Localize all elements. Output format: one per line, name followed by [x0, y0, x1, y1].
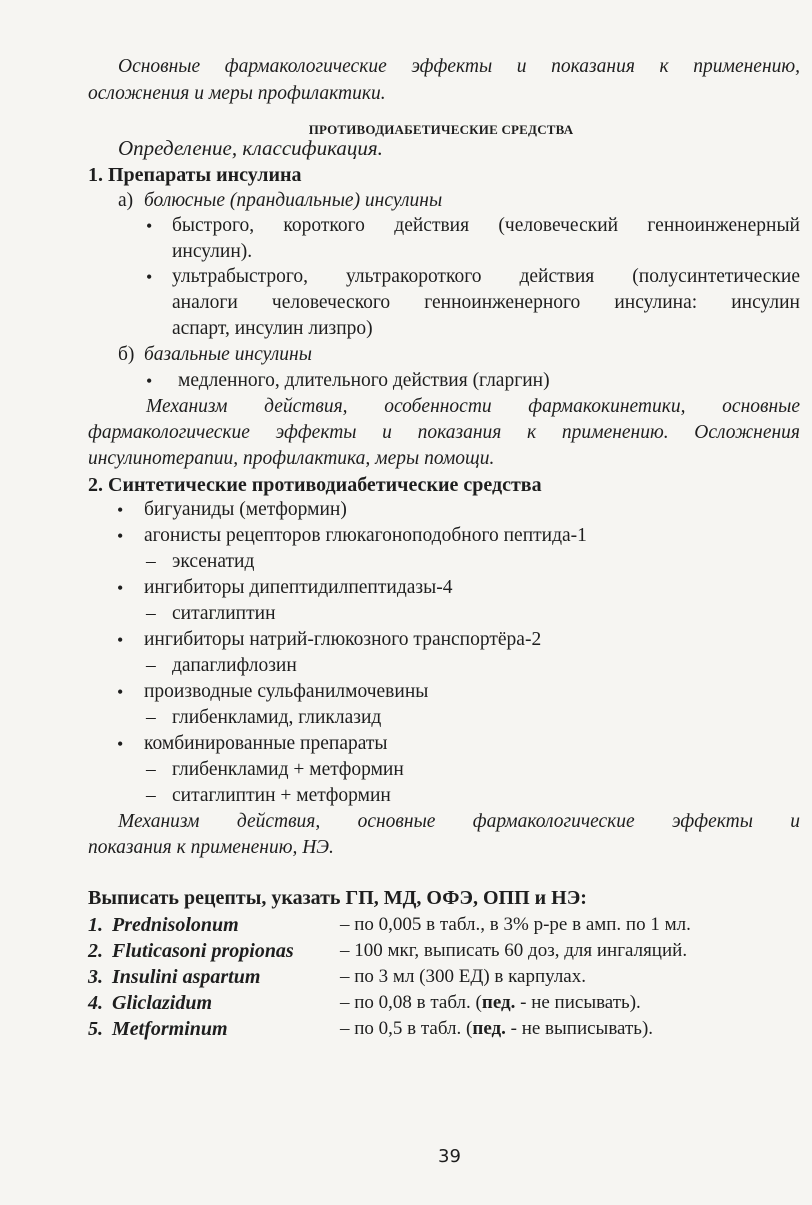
- rx-desc-bold: пед.: [481, 992, 516, 1013]
- insulin-a-item-1-line-2: инсулин).: [172, 241, 253, 262]
- bullet-dot: •: [117, 500, 124, 520]
- insulin-b-item: медленного, длительного действия (гларгин): [178, 370, 550, 391]
- synthetic-item-4-sub-1: дапаглифлозин: [172, 655, 297, 676]
- insulin-b-text: базальные инсулины: [144, 344, 312, 365]
- insulin-a-text: болюсные (прандиальные) инсулины: [144, 190, 443, 211]
- rx-number: 1.: [88, 914, 103, 936]
- dash-mark: –: [146, 785, 156, 806]
- intro-line-1: Основные фармакологические эффекты и показания к применению,: [118, 56, 800, 77]
- synthetic-heading: 2. Синтетические противодиабетические средства: [88, 474, 542, 496]
- rx-description: [340, 1017, 653, 1041]
- section-title: ПРОТИВОДИАБЕТИЧЕСКИЕ СРЕДСТВА: [308, 122, 574, 137]
- bullet-dot: •: [146, 371, 153, 391]
- synthetic-item-5: производные сульфанилмочевины: [144, 681, 429, 702]
- rx-desc-pre: – по 0,08 в табл. (: [340, 992, 482, 1013]
- rx-description: – 100 мкг, выписать 60 доз, для ингаляций.: [340, 940, 688, 961]
- insulin-a-item-2-line-2: аналоги человеческого генноинженерного инсулина: инсулин: [172, 292, 800, 313]
- rx-name: Fluticasoni propionas: [112, 940, 294, 962]
- dash-mark: –: [146, 759, 156, 780]
- dash-mark: –: [146, 707, 156, 728]
- dash-mark: –: [146, 603, 156, 624]
- synthetic-mechanism-line-2: показания к применению, НЭ.: [88, 837, 334, 858]
- definition-line: Определение, классификация.: [118, 136, 383, 160]
- rx-description: – по 0,005 в табл., в 3% р-ре в амп. по 1 мл.: [340, 914, 691, 935]
- bullet-dot: •: [117, 682, 124, 702]
- rx-desc-post: - не выписывать).: [505, 1018, 654, 1039]
- rx-description: [340, 991, 641, 1015]
- synthetic-item-6-sub-1: глибенкламид + метформин: [172, 759, 404, 780]
- rx-name: Gliclazidum: [112, 992, 213, 1014]
- rx-desc-pre: – по 0,5 в табл. (: [340, 1018, 473, 1039]
- insulin-mechanism-line-2: фармакологические эффекты и показания к применению. Осложнения: [88, 422, 800, 443]
- insulin-a-item-2-line-1: ультрабыстрого, ультракороткого действия (полусинтетические: [172, 266, 800, 287]
- synthetic-item-2: агонисты рецепторов глюкагоноподобного пептида-1: [144, 525, 587, 546]
- intro-line-2: осложнения и меры профилактики.: [88, 83, 386, 104]
- bullet-dot: •: [146, 267, 153, 287]
- rx-name: Prednisolonum: [112, 914, 239, 936]
- prescriptions-heading: Выписать рецепты, указать ГП, МД, ОФЭ, ОПП и НЭ:: [88, 887, 587, 909]
- dash-mark: –: [146, 551, 156, 572]
- synthetic-item-4: ингибиторы натрий-глюкозного транспортёра-2: [144, 629, 542, 650]
- rx-name: Insulini aspartum: [112, 966, 261, 988]
- synthetic-item-6: комбинированные препараты: [144, 733, 388, 754]
- rx-number: 2.: [88, 940, 103, 962]
- rx-name: Metforminum: [112, 1018, 228, 1040]
- bullet-dot: •: [117, 526, 124, 546]
- insulin-a-item-1-line-1: быстрого, короткого действия (человеческий генноинженерный: [172, 215, 800, 236]
- synthetic-item-1: бигуаниды (метформин): [144, 499, 347, 520]
- bullet-dot: •: [117, 630, 124, 650]
- rx-desc-bold: пед.: [472, 1018, 506, 1039]
- insulin-mechanism-line-3: инсулинотерапии, профилактика, меры помощи.: [88, 448, 495, 469]
- rx-number: 4.: [88, 992, 103, 1014]
- synthetic-item-3: ингибиторы дипептидилпептидазы-4: [144, 577, 453, 598]
- synthetic-item-5-sub-1: глибенкламид, гликлазид: [172, 707, 382, 728]
- insulin-mechanism-line-1: Механизм действия, особенности фармакокинетики, основные: [146, 396, 800, 417]
- bullet-dot: •: [146, 216, 153, 236]
- insulin-heading: 1. Препараты инсулина: [88, 164, 302, 186]
- rx-number: 3.: [88, 966, 103, 988]
- dash-mark: –: [146, 655, 156, 676]
- rx-number: 5.: [88, 1018, 103, 1040]
- page-number: 39: [438, 1146, 461, 1167]
- bullet-dot: •: [117, 734, 124, 754]
- synthetic-item-6-sub-2: ситаглиптин + метформин: [172, 785, 391, 806]
- insulin-a-item-2-line-3: аспарт, инсулин лизпро): [172, 318, 373, 339]
- insulin-a-label: а): [118, 190, 134, 211]
- rx-description: – по 3 мл (300 ЕД) в карпулах.: [340, 966, 586, 987]
- synthetic-mechanism-line-1: Механизм действия, основные фармакологические эффекты и: [118, 811, 800, 832]
- synthetic-item-3-sub-1: ситаглиптин: [172, 603, 276, 624]
- bullet-dot: •: [117, 578, 124, 598]
- insulin-b-label: б): [118, 344, 135, 365]
- synthetic-item-2-sub-1: эксенатид: [172, 551, 255, 572]
- rx-desc-post: - не писывать).: [515, 992, 641, 1013]
